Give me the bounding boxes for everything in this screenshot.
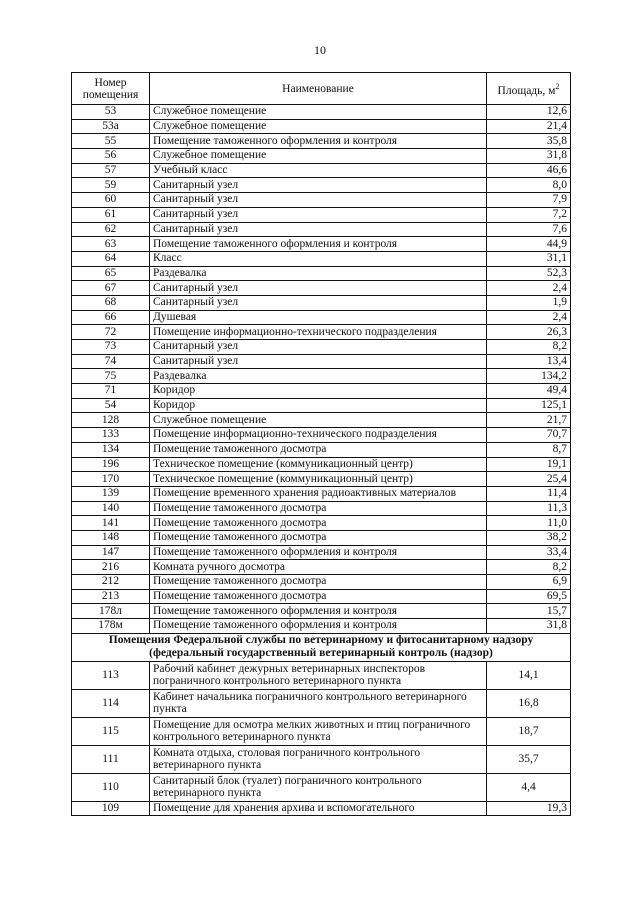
table-row <box>72 105 571 120</box>
room-number-cell: 72 <box>72 325 150 340</box>
room-name-cell: Помещение временного хранения радиоактивных материалов <box>150 486 487 501</box>
table-row <box>72 369 571 384</box>
room-area-cell: 11,3 <box>487 501 571 516</box>
room-area-cell: 70,7 <box>487 428 571 443</box>
room-number-cell: 213 <box>72 589 150 604</box>
room-number-cell: 64 <box>72 251 150 266</box>
room-number-cell: 139 <box>72 486 150 501</box>
room-number-cell: 128 <box>72 413 150 428</box>
section-title: Помещения Федеральной службы по ветеринарному и фитосанитарному надзору (федеральный государственный ветеринарный контроль (надзор) <box>72 633 571 661</box>
table-row <box>72 604 571 619</box>
room-area-cell: 52,3 <box>487 266 571 281</box>
room-number-cell: 55 <box>72 134 150 149</box>
room-area-cell: 14,1 <box>487 661 571 689</box>
room-number-cell: 59 <box>72 178 150 193</box>
room-name-cell: Комната ручного досмотра <box>150 560 487 575</box>
room-name-cell: Раздевалка <box>150 369 487 384</box>
room-number-cell: 63 <box>72 237 150 252</box>
room-number-cell: 110 <box>72 773 150 801</box>
room-number-cell: 216 <box>72 560 150 575</box>
table-row <box>72 689 571 717</box>
room-name-cell: Класс <box>150 251 487 266</box>
room-area-cell: 25,4 <box>487 472 571 487</box>
room-number-cell: 66 <box>72 310 150 325</box>
table-row <box>72 266 571 281</box>
room-number-cell: 133 <box>72 428 150 443</box>
table-row <box>72 325 571 340</box>
rooms-table <box>71 72 571 816</box>
room-area-cell: 4,4 <box>487 773 571 801</box>
room-number-cell: 170 <box>72 472 150 487</box>
room-area-cell: 6,9 <box>487 575 571 590</box>
room-name-cell: Служебное помещение <box>150 149 487 164</box>
table-header-row <box>72 73 571 105</box>
table-row <box>72 163 571 178</box>
room-name-cell: Санитарный узел <box>150 178 487 193</box>
header-area-label: Площадь, м <box>497 84 556 97</box>
room-number-cell: 60 <box>72 193 150 208</box>
room-name-cell: Техническое помещение (коммуникационный центр) <box>150 472 487 487</box>
table-row <box>72 745 571 773</box>
table-row <box>72 149 571 164</box>
table-row <box>72 222 571 237</box>
room-area-cell: 33,4 <box>487 545 571 560</box>
table-body <box>72 105 571 816</box>
room-name-cell: Санитарный узел <box>150 207 487 222</box>
room-name-cell: Санитарный узел <box>150 295 487 310</box>
room-name-cell: Служебное помещение <box>150 413 487 428</box>
room-area-cell: 134,2 <box>487 369 571 384</box>
room-name-cell: Коридор <box>150 398 487 413</box>
room-area-cell: 31,8 <box>487 149 571 164</box>
room-name-cell: Коридор <box>150 384 487 399</box>
table-row <box>72 516 571 531</box>
room-area-cell: 8,0 <box>487 178 571 193</box>
table-row <box>72 398 571 413</box>
table-row <box>72 472 571 487</box>
room-name-cell: Помещение таможенного досмотра <box>150 530 487 545</box>
room-name-cell: Душевая <box>150 310 487 325</box>
room-area-cell: 21,4 <box>487 119 571 134</box>
room-area-cell: 31,8 <box>487 619 571 634</box>
room-area-cell: 16,8 <box>487 689 571 717</box>
room-number-cell: 54 <box>72 398 150 413</box>
room-number-cell: 74 <box>72 354 150 369</box>
table-row <box>72 193 571 208</box>
room-name-cell: Помещение таможенного оформления и контроля <box>150 604 487 619</box>
room-number-cell: 148 <box>72 530 150 545</box>
room-name-cell: Помещение таможенного оформления и контроля <box>150 134 487 149</box>
room-name-cell: Помещение для осмотра мелких животных и птиц пограничного контрольного ветеринарного пункта <box>150 717 487 745</box>
room-name-cell: Санитарный узел <box>150 354 487 369</box>
room-number-cell: 53а <box>72 119 150 134</box>
room-name-cell: Санитарный узел <box>150 281 487 296</box>
room-area-cell: 8,2 <box>487 340 571 355</box>
room-name-cell: Комната отдыха, столовая пограничного контрольного ветеринарного пункта <box>150 745 487 773</box>
table-row <box>72 717 571 745</box>
room-name-cell: Учебный класс <box>150 163 487 178</box>
room-area-cell: 46,6 <box>487 163 571 178</box>
room-name-cell: Помещение для хранения архива и вспомогательного <box>150 801 487 816</box>
header-room-number: Номер помещения <box>72 73 150 105</box>
table-row <box>72 134 571 149</box>
table-row <box>72 457 571 472</box>
room-number-cell: 178л <box>72 604 150 619</box>
room-number-cell: 61 <box>72 207 150 222</box>
room-area-cell: 31,1 <box>487 251 571 266</box>
table-row <box>72 773 571 801</box>
table-row <box>72 119 571 134</box>
room-number-cell: 141 <box>72 516 150 531</box>
room-area-cell: 8,7 <box>487 442 571 457</box>
room-name-cell: Помещение таможенного досмотра <box>150 442 487 457</box>
room-name-cell: Служебное помещение <box>150 119 487 134</box>
table-row <box>72 530 571 545</box>
room-name-cell: Санитарный узел <box>150 193 487 208</box>
table-row <box>72 354 571 369</box>
table-row <box>72 207 571 222</box>
room-area-cell: 44,9 <box>487 237 571 252</box>
room-name-cell: Рабочий кабинет дежурных ветеринарных инспекторов пограничного контрольного ветеринарного пункта <box>150 661 487 689</box>
room-name-cell: Помещение таможенного оформления и контроля <box>150 237 487 252</box>
table-row <box>72 801 571 816</box>
room-area-cell: 26,3 <box>487 325 571 340</box>
room-name-cell: Санитарный узел <box>150 222 487 237</box>
room-area-cell: 21,7 <box>487 413 571 428</box>
header-area-unit-sup: 2 <box>555 81 560 91</box>
table-row <box>72 545 571 560</box>
room-area-cell: 15,7 <box>487 604 571 619</box>
room-number-cell: 113 <box>72 661 150 689</box>
table-row <box>72 295 571 310</box>
room-number-cell: 62 <box>72 222 150 237</box>
room-number-cell: 53 <box>72 105 150 120</box>
room-area-cell: 69,5 <box>487 589 571 604</box>
room-area-cell: 38,2 <box>487 530 571 545</box>
room-area-cell: 13,4 <box>487 354 571 369</box>
room-area-cell: 49,4 <box>487 384 571 399</box>
table-row <box>72 384 571 399</box>
room-number-cell: 147 <box>72 545 150 560</box>
table-row <box>72 486 571 501</box>
room-number-cell: 68 <box>72 295 150 310</box>
room-number-cell: 109 <box>72 801 150 816</box>
room-area-cell: 8,2 <box>487 560 571 575</box>
room-number-cell: 178м <box>72 619 150 634</box>
room-name-cell: Санитарный узел <box>150 340 487 355</box>
table-row <box>72 237 571 252</box>
header-room-area <box>487 73 571 105</box>
room-area-cell: 19,3 <box>487 801 571 816</box>
room-number-cell: 115 <box>72 717 150 745</box>
table-row <box>72 589 571 604</box>
table-row <box>72 619 571 634</box>
table-row <box>72 560 571 575</box>
room-name-cell: Помещение таможенного досмотра <box>150 501 487 516</box>
section-header-row <box>72 633 571 661</box>
table-row <box>72 340 571 355</box>
header-room-name: Наименование <box>150 73 487 105</box>
room-name-cell: Кабинет начальника пограничного контрольного ветеринарного пункта <box>150 689 487 717</box>
room-number-cell: 56 <box>72 149 150 164</box>
room-area-cell: 125,1 <box>487 398 571 413</box>
room-area-cell: 11,4 <box>487 486 571 501</box>
room-number-cell: 57 <box>72 163 150 178</box>
room-name-cell: Помещение таможенного оформления и контроля <box>150 619 487 634</box>
table-row <box>72 661 571 689</box>
room-area-cell: 35,7 <box>487 745 571 773</box>
room-number-cell: 65 <box>72 266 150 281</box>
room-number-cell: 140 <box>72 501 150 516</box>
room-number-cell: 212 <box>72 575 150 590</box>
room-area-cell: 35,8 <box>487 134 571 149</box>
room-number-cell: 73 <box>72 340 150 355</box>
room-area-cell: 11,0 <box>487 516 571 531</box>
table-row <box>72 178 571 193</box>
room-area-cell: 1,9 <box>487 295 571 310</box>
room-area-cell: 12,6 <box>487 105 571 120</box>
table-row <box>72 251 571 266</box>
room-name-cell: Помещение информационно-технического подразделения <box>150 428 487 443</box>
table-row <box>72 501 571 516</box>
room-name-cell: Служебное помещение <box>150 105 487 120</box>
room-area-cell: 18,7 <box>487 717 571 745</box>
room-name-cell: Раздевалка <box>150 266 487 281</box>
room-number-cell: 71 <box>72 384 150 399</box>
room-area-cell: 7,6 <box>487 222 571 237</box>
table-row <box>72 310 571 325</box>
room-area-cell: 2,4 <box>487 281 571 296</box>
room-name-cell: Помещение таможенного досмотра <box>150 516 487 531</box>
room-number-cell: 114 <box>72 689 150 717</box>
room-number-cell: 75 <box>72 369 150 384</box>
table-row <box>72 575 571 590</box>
room-area-cell: 19,1 <box>487 457 571 472</box>
table-row <box>72 281 571 296</box>
room-number-cell: 67 <box>72 281 150 296</box>
room-name-cell: Помещение таможенного оформления и контроля <box>150 545 487 560</box>
room-area-cell: 7,2 <box>487 207 571 222</box>
room-number-cell: 196 <box>72 457 150 472</box>
room-area-cell: 2,4 <box>487 310 571 325</box>
table-row <box>72 428 571 443</box>
room-number-cell: 134 <box>72 442 150 457</box>
page-number: 10 <box>314 43 326 57</box>
table-row <box>72 413 571 428</box>
room-name-cell: Санитарный блок (туалет) пограничного контрольного ветеринарного пункта <box>150 773 487 801</box>
room-name-cell: Помещение информационно-технического подразделения <box>150 325 487 340</box>
room-name-cell: Помещение таможенного досмотра <box>150 589 487 604</box>
table-row <box>72 442 571 457</box>
room-number-cell: 111 <box>72 745 150 773</box>
room-area-cell: 7,9 <box>487 193 571 208</box>
room-name-cell: Помещение таможенного досмотра <box>150 575 487 590</box>
room-name-cell: Техническое помещение (коммуникационный центр) <box>150 457 487 472</box>
